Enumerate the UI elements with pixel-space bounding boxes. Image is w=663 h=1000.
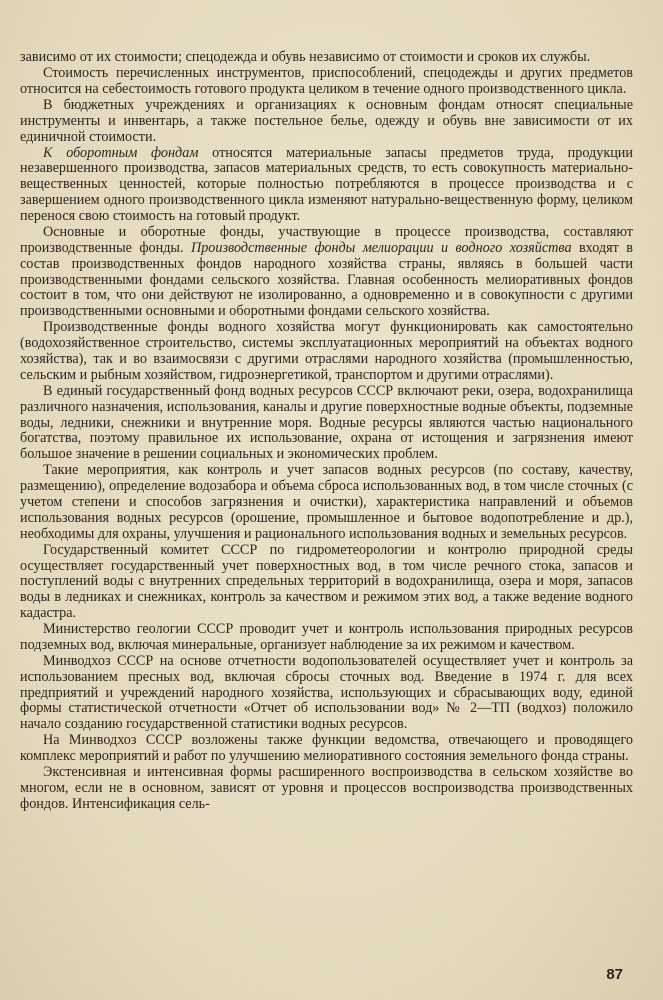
paragraph: В бюджетных учреждениях и организациях к основным фондам относят специальные инструменты и инвентарь, а также постельное белье, одежду и обувь вне зависимости от их единичной стоимости. xyxy=(20,96,633,145)
paragraph: Производственные фонды водного хозяйства могут функционировать как самостоятельно (водохозяйственное строительство, системы эксплуатационных мероприятий на объектах водного хозяйства), так и во взаимосвязи с другими отраслями народного хозяйства (промышленностью, сельским и рыбным хозяйством, гидроэнергетикой, транспортом и другими отраслями). xyxy=(20,319,633,383)
paragraph-current-assets xyxy=(20,146,633,225)
body-text xyxy=(20,50,633,813)
paragraph: Минводхоз СССР на основе отчетности водопользователей осуществляет учет и контроль за использованием пресных вод, включая сбросы сточных вод. Введение в 1974 г. для всех предприятий и учреждений народного хозяйства, использующих и сбрасывающих воду, единой формы статистической отчетности «Отчет об использовании вод» № 2—ТП (водхоз) положило начало созданию государственной статистики водных ресурсов. xyxy=(20,652,633,733)
italic-term: Производственные фонды мелиорации и водного хозяйства xyxy=(190,239,572,256)
page-number: 87 xyxy=(606,966,623,983)
paragraph: Министерство геологии СССР проводит учет и контроль использования природных ресурсов подземных вод, включая минеральные, организует наблюдение за их режимом и качеством. xyxy=(20,621,633,653)
paragraph: Такие мероприятия, как контроль и учет запасов водных ресурсов (по составу, качеству, размещению), определение водозабора и объема сброса использованных вод, в том числе сточных (с учетом степени и способов загрязнения и очистки), характеристика направлений и объемов использования водных ресурсов (орошение, промышленное и бытовое водопотребление и др.), необходимы для охраны, улучшения и рационального использования водных и земельных ресурсов. xyxy=(20,462,633,542)
paragraph-lead: Основные и оборотные фонды, участвующие в процессе производства, составляют производственные фонды. xyxy=(20,224,633,256)
paragraph: Государственный комитет СССР по гидрометеорологии и контролю природной среды осуществляет государственный учет поверхностных вод, в том числе речного стока, запасов и поступлений воды с внутренних спредельных территорий в водохранилища, озера и моря, запасов воды в ледниках и снежниках, контроль за качеством и режимом этих вод, а также ведение водного кадастра. xyxy=(20,541,633,622)
italic-term: К оборотным фондам xyxy=(43,144,199,161)
paragraph: Экстенсивная и интенсивная формы расширенного воспроизводства в сельском хозяйстве во многом, если не в основном, зависят от уровня и процессов воспроизводства производственных фондов. Интенсификация сель- xyxy=(20,764,633,812)
paragraph-text: относятся материальные запасы предметов труда, продукции незавершенного производства, запасов материальных средств, то есть совокупность материально-вещественных ценностей, которые полностью потребляются в процессе производства и с завершением одного производственного цикла изменяют натурально-вещественную форму, целиком перенося свою стоимость на готовый продукт. xyxy=(20,144,633,224)
paragraph: Стоимость перечисленных инструментов, приспособлений, спецодежды и других предметов относится на себестоимость готового продукта целиком в течение одного производственного цикла. xyxy=(20,65,633,97)
paragraph-continuation: зависимо от их стоимости; спецодежда и обувь независимо от стоимости и сроков их службы. xyxy=(20,49,591,65)
paragraph-reclamation-funds xyxy=(20,225,633,320)
paragraph: На Минводхоз СССР возложены также функции ведомства, отвечающего и проводящего комплекс мероприятий и работ по улучшению мелиоративного состояния земельного фонда страны. xyxy=(20,732,633,765)
paragraph-text: входят в состав производственных фондов народного хозяйства страны, являясь в большей части производственными фондами сельского хозяйства. Главная особенность мелиоративных фондов состоит в том, что они действуют не изолированно, а одновременно и в совокупности с другими производственными основными и оборотными фондами сельского хозяйства. xyxy=(20,239,633,320)
paragraph: В единый государственный фонд водных ресурсов СССР включают реки, озера, водохранилища различного назначения, использования, каналы и другие поверхностные водные объекты, подземные воды, ледники, снежники и внутренние моря. Водные ресурсы являются частью национального богатства, поэтому правильное их использование, охрана от истощения и загрязнения имеют большое значение в решении социальных и экономических проблем. xyxy=(20,382,633,463)
